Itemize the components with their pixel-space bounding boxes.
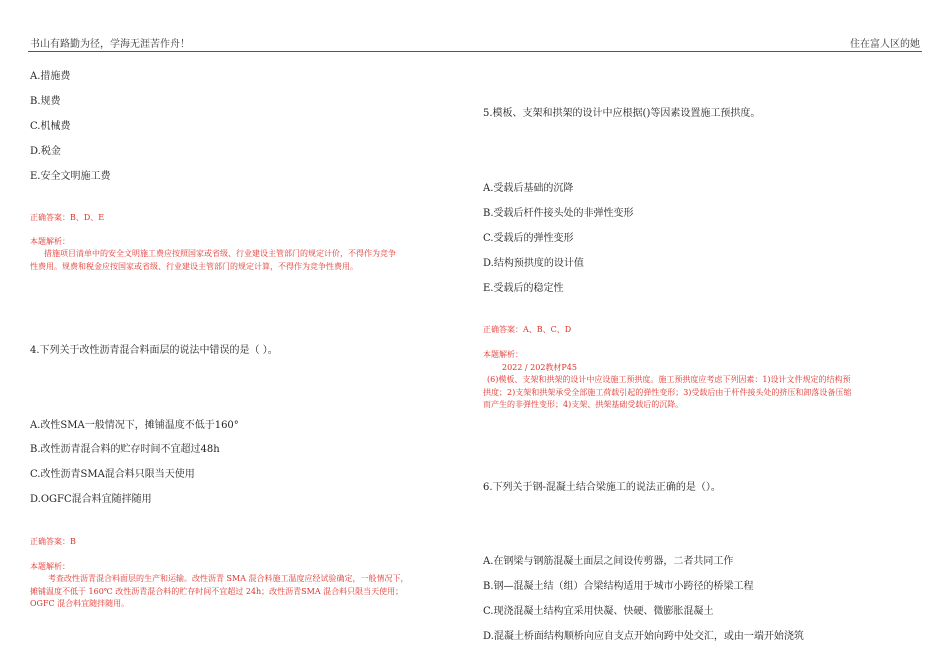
q6-option-a: A.在钢梁与钢筋混凝土面层之间设传剪器，二者共同工作 (483, 556, 734, 567)
q3-option-c: C.机械费 (30, 121, 71, 132)
q3-explain-line-1: 措施项目清单中的安全文明施工费应按照国家或省级、行业建设主管部门的规定计价，不得作为竞争 (44, 249, 396, 258)
q5-question: 5.模板、支架和拱架的设计中应根据()等因素设置施工预拱度。 (483, 108, 761, 119)
header-author: 住在富人区的她 (850, 39, 920, 50)
q3-explain-label: 本题解析： (30, 237, 70, 246)
q4-answer: 正确答案：B (30, 537, 76, 546)
q5-explain-line-2: (6)模板、支架和拱架的设计中应设施工预拱度。施工预拱度应考虑下列因素：1)设计文件规定的结构预 (487, 375, 851, 384)
q5-option-b: B.受载后杆件接头处的非弹性变形 (483, 208, 634, 219)
q3-option-d: D.税金 (30, 146, 61, 157)
header-motto: 书山有路勤为径，学海无涯苦作舟！ (30, 39, 190, 50)
q5-explain-line-1: 2022 / 202教材P45 (502, 363, 577, 372)
q4-explain-line-2: 摊铺温度不低于 160℃ 改性沥青混合料的贮存时间不宜超过 24h；改性沥青SMA 混合料只限当天使用； (30, 587, 404, 596)
q4-option-a: A.改性SMA一般情况下，摊铺温度不低于160° (30, 420, 239, 431)
q6-option-d: D.混凝土桥面结构顺桥向应自支点开始向跨中处交汇，或由一端开始浇筑 (483, 631, 804, 642)
q4-option-c: C.改性沥青SMA混合料只限当天使用 (30, 469, 195, 480)
q4-option-d: D.OGFC混合料宜随拌随用 (30, 494, 152, 505)
q4-question: 4.下列关于改性沥青混合料面层的说法中错误的是（ ）。 (30, 345, 278, 356)
q5-explain-line-3: 拱度；2)支架和拱架承受全部施工荷载引起的弹性变形；3)受载后由于杆件接头处的挤压和卸落设备压缩 (483, 388, 852, 397)
q6-option-b: B.钢—混凝土结（组）合梁结构适用于城市小跨径的桥梁工程 (483, 581, 754, 592)
q3-answer: 正确答案：B、D、E (30, 213, 105, 222)
q3-explain-line-2: 性费用。规费和税金应按国家或省级、行业建设主管部门的规定计算，不得作为竞争性费用。 (30, 262, 358, 271)
q4-explain-line-1: 考查改性沥青混合料面层的生产和运输。改性沥青 SMA 混合料施工温度应经试验确定，一般情况下， (48, 574, 409, 583)
q5-explain-line-4: 而产生的非弹性变形；4)支架、拱架基础受载后的沉降。 (483, 400, 684, 409)
q4-explain-label: 本题解析： (30, 562, 70, 571)
q6-question: 6.下列关于钢-混凝土结合梁施工的说法正确的是（）。 (483, 482, 721, 493)
q5-answer: 正确答案：A、B、C、D (483, 325, 572, 334)
q3-option-e: E.安全文明施工费 (30, 171, 111, 182)
q5-option-a: A.受载后基础的沉降 (483, 183, 574, 194)
q3-option-b: B.规费 (30, 96, 61, 107)
q5-option-d: D.结构预拱度的设计值 (483, 258, 584, 269)
q3-option-a: A.措施费 (30, 71, 71, 82)
header-divider (28, 51, 922, 52)
q5-option-e: E.受载后的稳定性 (483, 283, 564, 294)
q5-option-c: C.受载后的弹性变形 (483, 233, 574, 244)
q4-option-b: B.改性沥青混合料的贮存时间不宜超过48h (30, 444, 220, 455)
q4-explain-line-3: OGFC 混合料宜随拌随用。 (30, 599, 130, 608)
q5-explain-label: 本题解析： (483, 350, 523, 359)
q6-option-c: C.现浇混凝土结构宜采用快凝、快硬、微膨胀混凝土 (483, 606, 714, 617)
